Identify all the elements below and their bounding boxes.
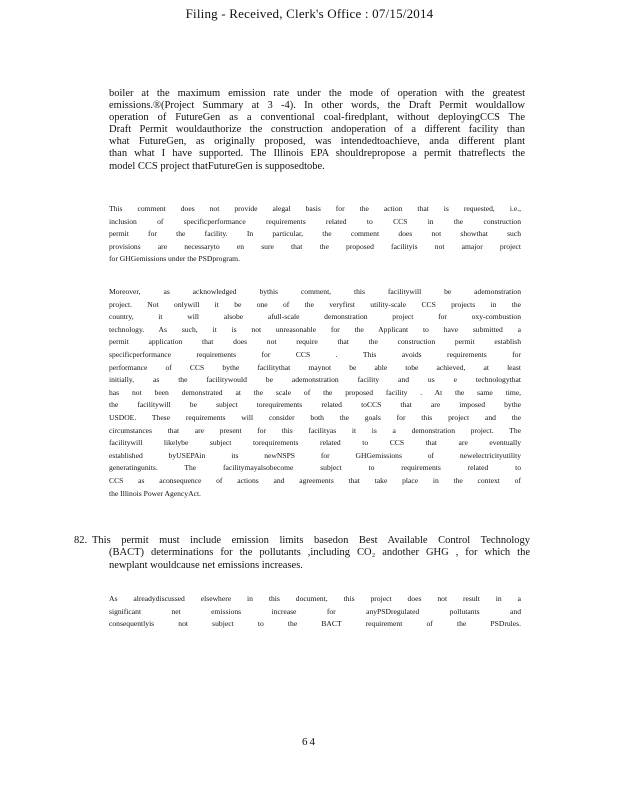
text-line: project. Not onlywill it be one of the veryfirst utility-scale CCS projects in the	[109, 299, 521, 309]
text-line: permit application that does not require that the construction permit establish	[109, 337, 521, 347]
text-line: CCS as aconsequence of actions and agreements that take place in the context of	[109, 475, 521, 485]
text-line: This permit must include emission limits basedon Best Available Control Technology	[92, 535, 530, 546]
text-line: the facilitywill be subject torequirements related toCCS that are imposed bythe	[109, 400, 521, 410]
text-line: circumstances that are present for this facilityas it is a demonstration project. The	[109, 425, 521, 435]
text-line: established byUSEPAin its newNSPS for GHGemissions of newelectricityutility	[109, 450, 521, 460]
text-line: provisions are necessaryto en sure that the proposed facilityis not amajor project	[109, 241, 521, 251]
text-line: emissions.®(Project Summary at 3 -4). In other words, the Draft Permit wouldallow	[109, 100, 525, 112]
text-line: newplant wouldcause net emissions increases.	[109, 559, 303, 571]
text-line: Draft Permit wouldauthorize the construction andoperation of a different facility than	[109, 124, 525, 136]
text-line: initially, as the facilitywould be ademonstration facility and us e technologythat	[109, 375, 521, 385]
text-line: operation of FutureGen as a conventional coal-firedplant, without deployingCCS The	[109, 112, 525, 124]
text-line: USDOE. These requirements will consider both the goals for this project and the	[109, 412, 521, 422]
page-number: 64	[302, 736, 317, 748]
text-line: (BACT) determinations for the pollutants ,including CO₂ andother GHG , for which the	[109, 547, 530, 559]
text-line: consequentlyis not subject to the BACT requirement of the PSDrules.	[109, 619, 521, 629]
comment-number: 82.	[74, 535, 88, 546]
text-line: Moreover, as acknowledged bythis comment, this facilitywill be ademonstration	[109, 287, 521, 296]
filing-header: Filing - Received, Clerk's Office : 07/15/2014	[185, 6, 434, 21]
text-line: than what I have supported. The Illinois EPA shouldrepropose a permit thatreflects the	[109, 148, 525, 160]
text-line: significant net emissions increase for anyPSDregulated pollutants and	[109, 606, 521, 616]
text-line: the Illinois Power AgencyAct.	[109, 488, 201, 498]
text-line: permit for the facility. In particular, the comment does not showthat such	[109, 229, 521, 239]
text-line: what FutureGen, as originally proposed, was intendedtoachieve, anda different plant	[109, 136, 525, 148]
text-line: specificperformance requirements for CCS . This avoids requirements for	[109, 349, 521, 359]
text-line: This comment does not provide alegal basis for the action that is requested, i.e.,	[109, 204, 521, 213]
text-line: As alreadydiscussed elsewhere in this document, this project does not result in a	[109, 594, 521, 603]
text-line: generatingunits. The facilitymayalsobecome subject to requirements related to	[109, 463, 521, 473]
text-line: country, it will alsobe afull-scale demonstration project for oxy-combustion	[109, 312, 521, 322]
text-line: model CCS project thatFutureGen is supposedtobe.	[109, 160, 325, 172]
comment-82	[74, 535, 530, 572]
text-line: has not been demonstrated at the scale of the proposed facility . At the same time,	[109, 387, 521, 397]
text-line: technology. As such, it is not unreasonable for the Applicant to have submitted a	[109, 324, 521, 334]
text-line: inclusion of specificperformance requirements related to CCS in the construction	[109, 216, 521, 226]
comment-82-first-line	[74, 535, 530, 547]
comment-intro-paragraph	[109, 88, 525, 173]
response-paragraph-1	[109, 203, 521, 266]
text-line: boiler at the maximum emission rate under the mode of operation with the greatest	[109, 88, 525, 99]
text-line: facilitywill likelybe subject torequirements related to CCS that are eventually	[109, 438, 521, 448]
text-line: performance of CCS bythe facilitythat maynot be able tobe achieved, at least	[109, 362, 521, 372]
response-paragraph-2	[109, 286, 521, 500]
text-line: for GHGemissions under the PSDprogram.	[109, 254, 240, 264]
response-paragraph-3	[109, 593, 521, 631]
